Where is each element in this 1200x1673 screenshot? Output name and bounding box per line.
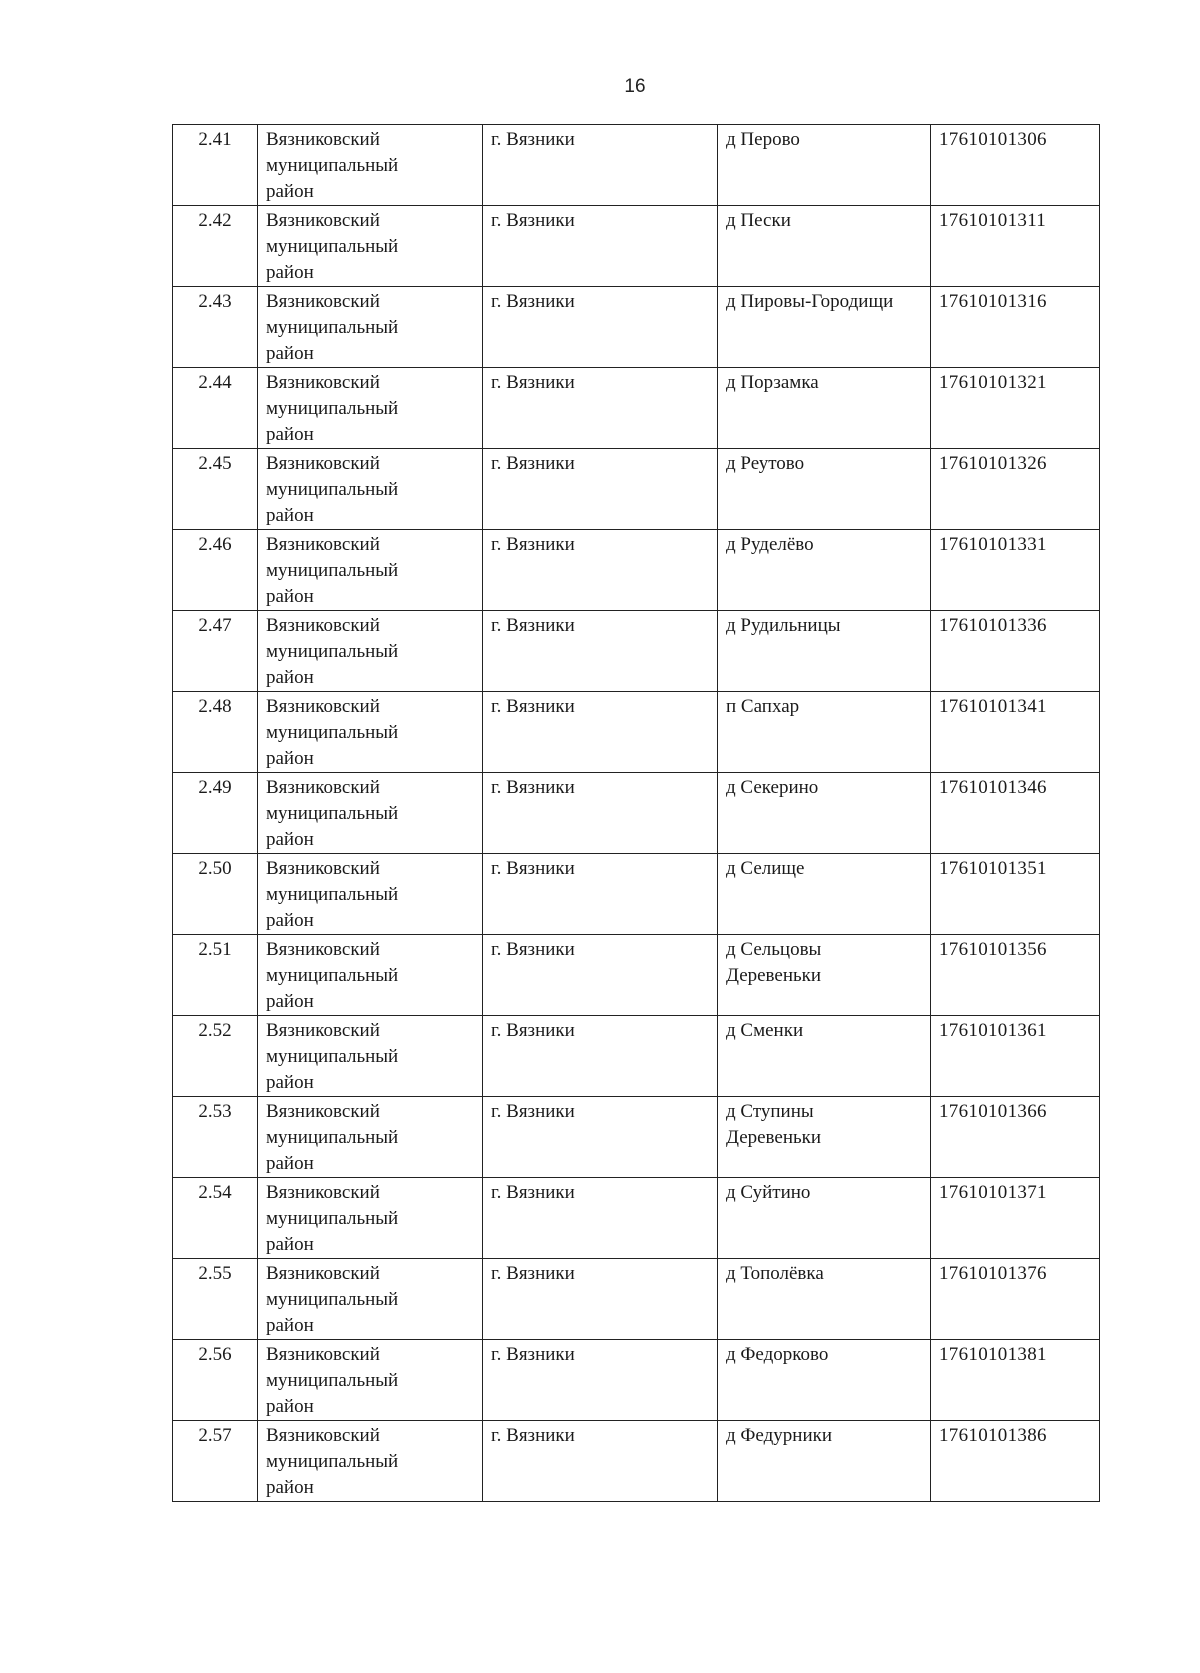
district-line: муниципальный	[266, 479, 399, 500]
code-cell: 17610101321	[931, 368, 1100, 449]
settlement-cell	[718, 1340, 931, 1421]
settlement-cell	[718, 530, 931, 611]
district-line: район	[266, 424, 314, 445]
code-cell: 17610101346	[931, 773, 1100, 854]
table-row	[173, 1178, 1100, 1259]
district-cell	[258, 1421, 483, 1502]
settlement-cell	[718, 287, 931, 368]
row-number: 2.45	[173, 449, 258, 530]
settlement-line: Деревеньки	[726, 1127, 822, 1148]
district-cell	[258, 935, 483, 1016]
code-cell: 17610101341	[931, 692, 1100, 773]
settlement-line: д Порзамка	[726, 372, 819, 393]
settlement-cell	[718, 368, 931, 449]
district-line: муниципальный	[266, 1208, 399, 1229]
row-number: 2.56	[173, 1340, 258, 1421]
table-row	[173, 1259, 1100, 1340]
code-cell: 17610101366	[931, 1097, 1100, 1178]
settlement-cell	[718, 935, 931, 1016]
city-cell: г. Вязники	[483, 368, 718, 449]
district-line: муниципальный	[266, 560, 399, 581]
district-line: Вязниковский	[266, 1101, 380, 1122]
district-line: район	[266, 910, 314, 931]
row-number: 2.57	[173, 1421, 258, 1502]
district-line: муниципальный	[266, 155, 399, 176]
settlement-cell	[718, 1259, 931, 1340]
city-cell: г. Вязники	[483, 692, 718, 773]
city-cell: г. Вязники	[483, 1097, 718, 1178]
district-line: район	[266, 262, 314, 283]
district-line: Вязниковский	[266, 696, 380, 717]
district-line: муниципальный	[266, 236, 399, 257]
table-body	[173, 125, 1100, 1502]
district-line: муниципальный	[266, 398, 399, 419]
district-line: район	[266, 1153, 314, 1174]
table-row	[173, 530, 1100, 611]
settlement-cell	[718, 1178, 931, 1259]
district-line: муниципальный	[266, 1370, 399, 1391]
city-cell: г. Вязники	[483, 125, 718, 206]
district-cell	[258, 368, 483, 449]
district-line: Вязниковский	[266, 615, 380, 636]
code-cell: 17610101351	[931, 854, 1100, 935]
table-row	[173, 773, 1100, 854]
row-number: 2.46	[173, 530, 258, 611]
settlement-cell	[718, 449, 931, 530]
district-line: район	[266, 181, 314, 202]
row-number: 2.53	[173, 1097, 258, 1178]
district-line: район	[266, 343, 314, 364]
settlement-line: д Сменки	[726, 1020, 804, 1041]
city-cell: г. Вязники	[483, 611, 718, 692]
settlement-cell	[718, 1097, 931, 1178]
district-line: Вязниковский	[266, 1425, 380, 1446]
row-number: 2.43	[173, 287, 258, 368]
district-line: муниципальный	[266, 965, 399, 986]
city-cell: г. Вязники	[483, 287, 718, 368]
city-cell: г. Вязники	[483, 1340, 718, 1421]
table-row	[173, 125, 1100, 206]
district-line: муниципальный	[266, 641, 399, 662]
code-cell: 17610101336	[931, 611, 1100, 692]
settlement-line: д Руделёво	[726, 534, 814, 555]
district-line: район	[266, 1477, 314, 1498]
district-line: муниципальный	[266, 1127, 399, 1148]
district-line: Вязниковский	[266, 372, 380, 393]
district-line: муниципальный	[266, 317, 399, 338]
district-line: район	[266, 991, 314, 1012]
row-number: 2.52	[173, 1016, 258, 1097]
settlement-line: д Рудильницы	[726, 615, 841, 636]
district-line: район	[266, 1315, 314, 1336]
table-row	[173, 449, 1100, 530]
city-cell: г. Вязники	[483, 530, 718, 611]
district-line: муниципальный	[266, 1451, 399, 1472]
settlement-line: д Суйтино	[726, 1182, 811, 1203]
code-cell: 17610101376	[931, 1259, 1100, 1340]
settlement-line: д Селище	[726, 858, 805, 879]
table-row	[173, 611, 1100, 692]
district-line: муниципальный	[266, 722, 399, 743]
settlement-line: д Реутово	[726, 453, 805, 474]
code-cell: 17610101331	[931, 530, 1100, 611]
row-number: 2.49	[173, 773, 258, 854]
settlement-line: д Пировы-Городищи	[726, 291, 894, 312]
district-cell	[258, 125, 483, 206]
table-row	[173, 1016, 1100, 1097]
district-line: район	[266, 586, 314, 607]
settlement-line: д Секерино	[726, 777, 819, 798]
district-line: район	[266, 1396, 314, 1417]
city-cell: г. Вязники	[483, 449, 718, 530]
settlement-line: д Сельцовы	[726, 939, 822, 960]
table-row	[173, 1340, 1100, 1421]
district-line: Вязниковский	[266, 1344, 380, 1365]
city-cell: г. Вязники	[483, 1178, 718, 1259]
settlement-line: п Сапхар	[726, 696, 800, 717]
district-cell	[258, 1097, 483, 1178]
district-cell	[258, 611, 483, 692]
settlement-line: д Тополёвка	[726, 1263, 824, 1284]
row-number: 2.48	[173, 692, 258, 773]
city-cell: г. Вязники	[483, 773, 718, 854]
settlement-line: д Федорково	[726, 1344, 829, 1365]
district-line: муниципальный	[266, 884, 399, 905]
district-line: район	[266, 1234, 314, 1255]
district-line: район	[266, 1072, 314, 1093]
row-number: 2.47	[173, 611, 258, 692]
district-cell	[258, 287, 483, 368]
settlement-cell	[718, 773, 931, 854]
settlement-cell	[718, 125, 931, 206]
district-line: Вязниковский	[266, 129, 380, 150]
district-cell	[258, 773, 483, 854]
table-row	[173, 287, 1100, 368]
city-cell: г. Вязники	[483, 1421, 718, 1502]
row-number: 2.41	[173, 125, 258, 206]
row-number: 2.51	[173, 935, 258, 1016]
code-cell: 17610101316	[931, 287, 1100, 368]
district-line: Вязниковский	[266, 1020, 380, 1041]
district-line: район	[266, 667, 314, 688]
district-line: Вязниковский	[266, 777, 380, 798]
district-line: Вязниковский	[266, 939, 380, 960]
table-row	[173, 854, 1100, 935]
table-row	[173, 935, 1100, 1016]
district-cell	[258, 1178, 483, 1259]
city-cell: г. Вязники	[483, 1016, 718, 1097]
district-line: муниципальный	[266, 803, 399, 824]
code-cell: 17610101386	[931, 1421, 1100, 1502]
settlement-cell	[718, 692, 931, 773]
code-cell: 17610101326	[931, 449, 1100, 530]
district-line: муниципальный	[266, 1046, 399, 1067]
district-line: район	[266, 505, 314, 526]
settlement-cell	[718, 1016, 931, 1097]
settlements-table	[172, 124, 1100, 1502]
settlement-line: д Пески	[726, 210, 791, 231]
settlement-line: Деревеньки	[726, 965, 822, 986]
district-line: Вязниковский	[266, 453, 380, 474]
code-cell: 17610101356	[931, 935, 1100, 1016]
code-cell: 17610101361	[931, 1016, 1100, 1097]
district-cell	[258, 449, 483, 530]
row-number: 2.50	[173, 854, 258, 935]
city-cell: г. Вязники	[483, 1259, 718, 1340]
table-row	[173, 1421, 1100, 1502]
row-number: 2.44	[173, 368, 258, 449]
district-cell	[258, 1259, 483, 1340]
district-line: Вязниковский	[266, 1182, 380, 1203]
district-line: Вязниковский	[266, 858, 380, 879]
district-line: район	[266, 829, 314, 850]
settlement-line: д Перово	[726, 129, 800, 150]
district-line: Вязниковский	[266, 534, 380, 555]
settlement-cell	[718, 854, 931, 935]
settlement-cell	[718, 206, 931, 287]
district-line: муниципальный	[266, 1289, 399, 1310]
settlement-cell	[718, 611, 931, 692]
city-cell: г. Вязники	[483, 935, 718, 1016]
settlement-cell	[718, 1421, 931, 1502]
code-cell: 17610101381	[931, 1340, 1100, 1421]
district-cell	[258, 530, 483, 611]
table-row	[173, 692, 1100, 773]
code-cell: 17610101306	[931, 125, 1100, 206]
settlement-line: д Федурники	[726, 1425, 833, 1446]
code-cell: 17610101371	[931, 1178, 1100, 1259]
row-number: 2.54	[173, 1178, 258, 1259]
table-row	[173, 206, 1100, 287]
code-cell: 17610101311	[931, 206, 1100, 287]
city-cell: г. Вязники	[483, 854, 718, 935]
row-number: 2.42	[173, 206, 258, 287]
district-cell	[258, 1016, 483, 1097]
city-cell: г. Вязники	[483, 206, 718, 287]
district-line: Вязниковский	[266, 291, 380, 312]
district-cell	[258, 1340, 483, 1421]
district-line: Вязниковский	[266, 210, 380, 231]
settlement-line: д Ступины	[726, 1101, 814, 1122]
district-cell	[258, 692, 483, 773]
page-number: 16	[624, 76, 646, 97]
district-line: район	[266, 748, 314, 769]
row-number: 2.55	[173, 1259, 258, 1340]
table-row	[173, 1097, 1100, 1178]
district-line: Вязниковский	[266, 1263, 380, 1284]
district-cell	[258, 206, 483, 287]
table-row	[173, 368, 1100, 449]
district-cell	[258, 854, 483, 935]
